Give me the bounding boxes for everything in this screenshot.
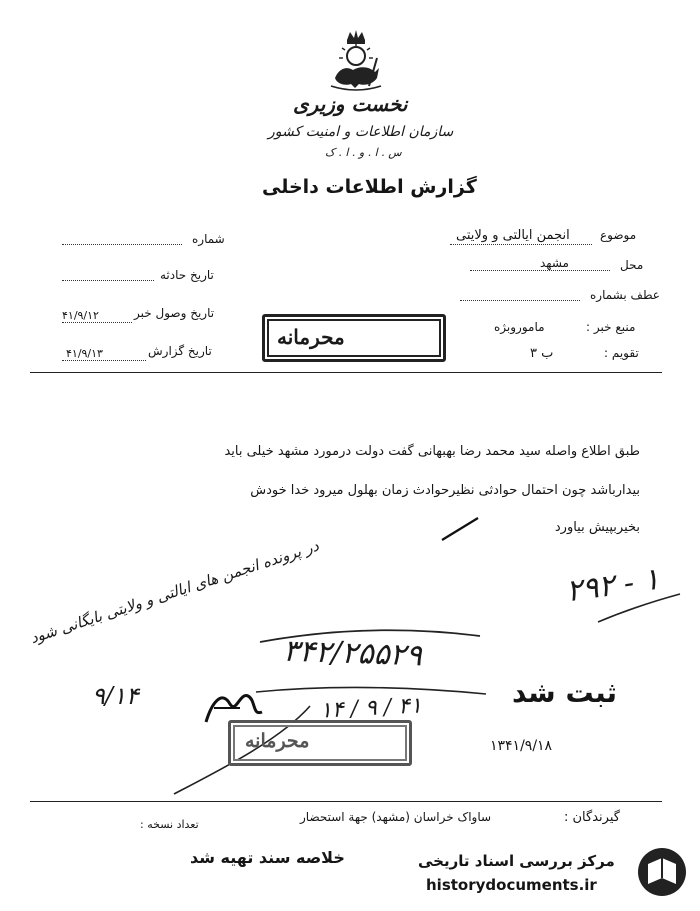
confidential-stamp-bottom-text: محرمانه [245,730,310,752]
received-date-dotline [62,322,132,323]
organization-code: س . ا . و . ا . ک [325,146,402,159]
handwritten-top-number: ۲۹۲ - ۱ [564,561,662,610]
handwritten-file-number: ۳۴۲/۲۵۵۲۹ [282,633,423,674]
header-divider [30,372,662,373]
organization-heading: سازمان اطلاعات و امنیت کشور [268,124,454,140]
confidential-stamp-top [262,314,446,362]
recipients-label: گیرندگان : [564,810,620,825]
body-line-2: بیدارباشد چون احتمال حوادثی نظیرحوادث زمان بهلول میرود خدا خودش [250,483,640,498]
source-label: منبع خبر : [586,320,636,334]
footer-divider [30,801,662,802]
watermark-url: historydocuments.ir [426,876,597,894]
registered-stamp: ثبت شد [512,676,618,709]
watermark-title: مرکز بررسی اسناد تاریخی [418,852,615,870]
source-value: ماموروبژه [494,320,545,334]
reference-label: عطف بشماره [590,288,660,302]
subject-value: انجمن ایالتی و ولایتی [456,228,570,243]
report-date-label: تاریخ گزارش [148,344,212,358]
handwritten-marginal-note: در پرونده انجمن های ایالتی و ولایتی بایگانی شود [28,536,321,648]
incident-date-label: تاریخ حادثه [160,268,214,282]
location-label: محل [620,258,644,272]
recipients-value: ساواک خراسان (مشهد) جهة استحضار [300,810,492,824]
handwritten-file-date: ۱۴ / ۹ / ۴۱ [319,693,423,724]
book-logo-icon [636,846,688,898]
registered-stamp-date: ۱۳۴۱/۹/۱۸ [490,738,553,754]
number-dotline [62,244,182,245]
report-title: گزارش اطلاعات داخلی [262,176,477,198]
confidential-stamp-top-text: محرمانه [277,325,345,349]
body-line-3: بخیربپیش بیاورد [554,520,640,535]
summary-stamp: خلاصه سند تهیه شد [190,848,345,867]
location-value: مشهد [540,256,569,270]
report-date-dotline [62,360,146,361]
lion-and-sun-emblem [325,28,387,94]
confidential-stamp-bottom [228,720,412,766]
ministry-heading: نخست وزیری [293,92,408,116]
evaluation-label: تقویم : [604,346,639,360]
handwritten-marginal-date: ۹/۱۴ [92,682,139,710]
reference-dotline [460,300,580,301]
evaluation-value: ب ۳ [530,346,554,361]
number-label: شماره [192,232,225,246]
body-line-1: طبق اطلاع واصله سید محمد رضا بهبهانی گفت دولت درمورد مشهد خیلی باید [224,444,640,459]
report-date-value: ۴۱/۹/۱۳ [66,347,103,360]
received-date-label: تاریخ وصول خبر [134,306,215,320]
handwritten-stroke [596,586,682,626]
strike-mark [440,516,480,544]
copies-label: تعداد نسخه : [140,818,199,831]
location-dotline [470,270,610,271]
received-date-value: ۴۱/۹/۱۲ [62,309,99,322]
incident-date-dotline [62,280,154,281]
subject-label: موضوع [600,228,637,242]
subject-dotline [450,244,592,245]
